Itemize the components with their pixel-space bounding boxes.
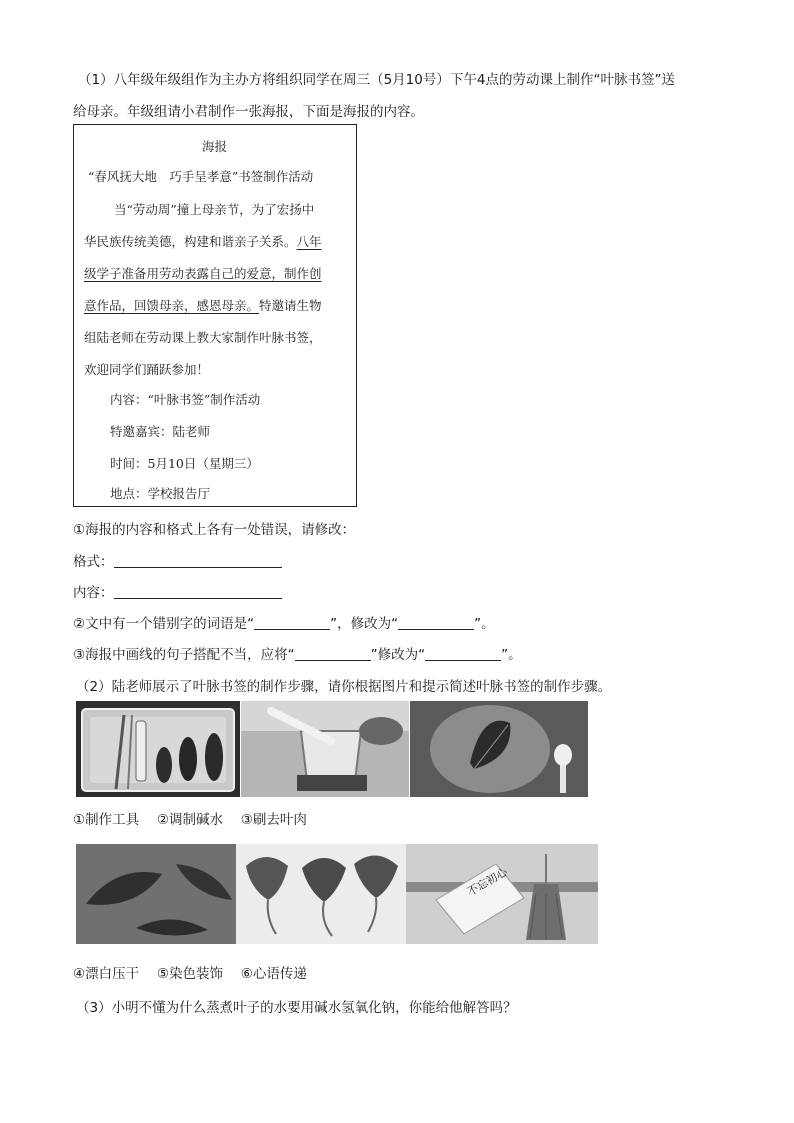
photo-message [406,844,598,944]
format-answer-blank[interactable] [114,553,282,568]
poster-underlined-3: 级学子准备用劳动表露自己的爱意，制作创 [84,266,322,281]
caption-row-2: ④漂白压干 ⑤染色装饰 ⑥心语传递 [73,966,307,982]
photo-dye [236,844,406,944]
content-label: 内容： [73,585,114,601]
q1-sub3-b: ”修改为“ [370,647,426,663]
poster-body-4 [84,296,322,314]
typo-word-blank[interactable] [254,615,330,630]
poster-body-5: 组陆老师在劳动课上教大家制作叶脉书签， [84,330,322,345]
photo-brush [410,701,588,797]
photo-tools [76,701,240,797]
q1-line1: （1）八年级年级组作为主办方将组织同学在周三（5月10号）下午4点的劳动课上制作“叶脉书签”送 [78,72,675,88]
poster-underlined-4a: 意作品，回馈母亲，感恩母亲。 [84,298,260,313]
brush-illustration [410,701,588,797]
q1-sub1: ①海报的内容和格式上各有一处错误，请修改： [73,522,356,538]
poster-body-2 [84,232,322,250]
photo-alkali [241,701,409,797]
poster-place: 地点：学校报告厅 [110,486,211,501]
q1-sub2-b: ”，修改为“ [330,616,399,632]
q1-line2: 给母亲。年级组请小君制作一张海报，下面是海报的内容。 [73,104,424,120]
alkali-illustration [241,701,409,797]
typo-fix-blank[interactable] [398,615,474,630]
content-answer-blank[interactable] [114,584,282,599]
tools-illustration [76,701,240,797]
q1-sub3-a: ③海报中画线的句子搭配不当，应将“ [73,647,295,663]
poster-body-1: 当“劳动周”撞上母亲节，为了宏扬中 [114,202,315,217]
q3-text: （3）小明不懂为什么蒸煮叶子的水要用碱水氢氧化钠，你能给他解答吗？ [76,1000,517,1016]
poster-body-4b: 特邀请生物 [259,298,322,313]
poster-time: 时间：5月10日（星期三） [110,456,259,471]
q1-sub2 [73,612,495,632]
q1-sub2-c: ”。 [474,616,495,632]
message-illustration [406,844,598,944]
poster-body-6: 欢迎同学们踊跃参加！ [84,362,210,377]
dye-illustration [236,844,406,944]
poster-heading: 海报 [202,139,228,154]
content-row [73,581,282,601]
poster-title: “春风抚大地 巧手呈孝意”书签制作活动 [88,169,314,184]
sentence-fix-blank[interactable] [425,646,501,661]
format-label: 格式： [73,554,114,570]
photo-bleach-dry [76,844,236,944]
q1-sub3 [73,643,522,663]
q2-text: （2）陆老师展示了叶脉书签的制作步骤，请你根据图片和提示简述叶脉书签的制作步骤。 [76,679,612,695]
q1-sub3-c: ”。 [501,647,522,663]
bookmark-text: 不忘初心 [465,865,510,899]
bleach-illustration [76,844,236,944]
caption-row-1: ①制作工具 ②调制碱水 ③刷去叶肉 [73,812,307,828]
poster-underlined-2b: 八年 [296,234,322,249]
poster-box [73,124,357,507]
format-row [73,550,282,570]
poster-content: 内容：“叶脉书签”制作活动 [110,392,261,407]
poster-guest: 特邀嘉宾：陆老师 [110,424,211,439]
q1-sub2-a: ②文中有一个错别字的词语是“ [73,616,255,632]
sentence-original-blank[interactable] [295,646,371,661]
poster-body-2a: 华民族传统美德，构建和谐亲子关系。 [84,234,297,249]
